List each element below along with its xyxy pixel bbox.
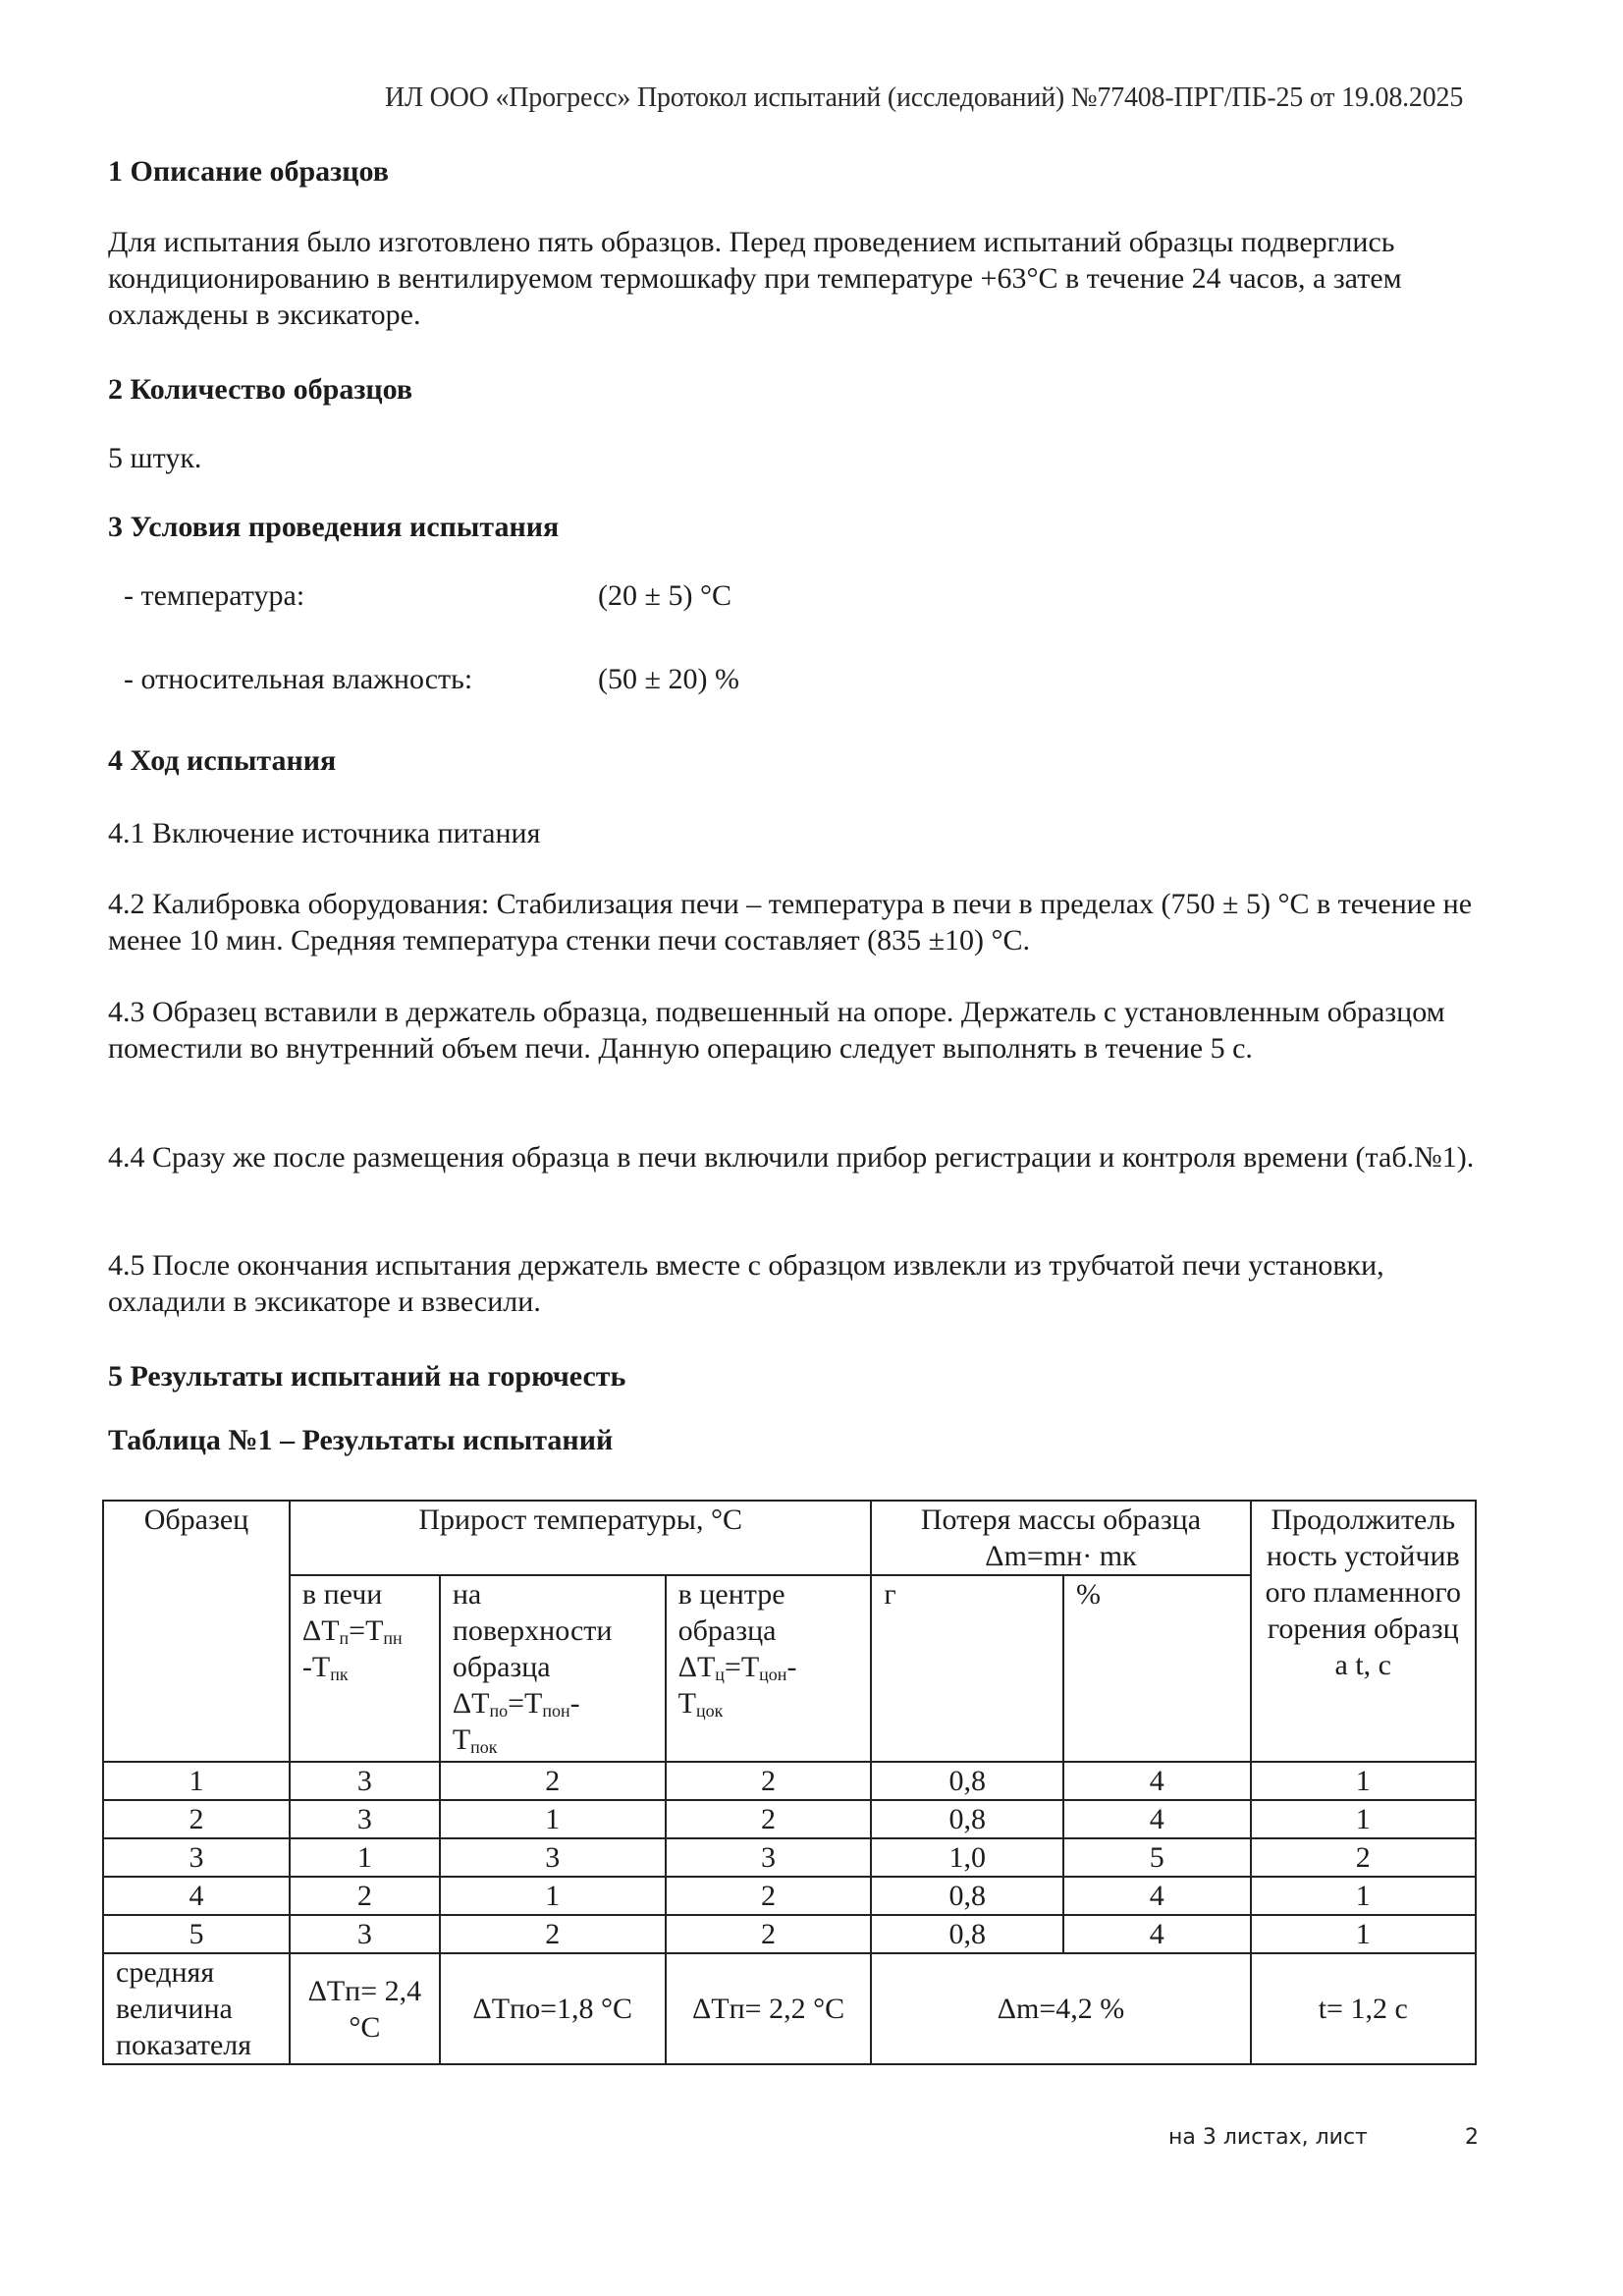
table-row [103, 1915, 1476, 1953]
cell-furnace: 1 [290, 1838, 440, 1877]
cell-percent: 4 [1063, 1877, 1251, 1915]
cell-surface: 2 [440, 1915, 666, 1953]
cell-grams: 0,8 [871, 1915, 1063, 1953]
condition-temperature [124, 579, 731, 613]
cell-surface: 1 [440, 1877, 666, 1915]
cell-surface: 1 [440, 1800, 666, 1838]
average-surface: ΔTпо=1,8 °С [440, 1953, 666, 2064]
cell-sample: 2 [103, 1800, 290, 1838]
header-grams: г [871, 1575, 1063, 1762]
condition-humidity [124, 663, 739, 696]
section-1-body: Для испытания было изготовлено пять образцов. Перед проведением испытаний образцы подверглись кондиционированию в вентилируемом термошкафу при температуре +63°С в течение 24 часов, а затем охлаждены в эксикаторе. [108, 226, 1402, 331]
cell-center: 2 [666, 1915, 872, 1953]
section-2-body: 5 штук. [108, 442, 202, 474]
protocol-header: ИЛ ООО «Прогресс» Протокол испытаний (исследований) №77408-ПРГ/ПБ-25 от 19.08.2025 [385, 82, 1464, 113]
cell-duration: 2 [1251, 1838, 1476, 1877]
cell-duration: 1 [1251, 1762, 1476, 1800]
cell-duration: 1 [1251, 1800, 1476, 1838]
condition-value: (50 ± 20) % [598, 663, 739, 695]
cell-sample: 3 [103, 1838, 290, 1877]
cell-percent: 5 [1063, 1838, 1251, 1877]
table-header-row [103, 1501, 1476, 1575]
cell-center: 3 [666, 1838, 872, 1877]
header-mass-group: Потеря массы образца Δm=mн· mк [871, 1501, 1250, 1575]
step-4-2: 4.2 Калибровка оборудования: Стабилизация печи – температура в печи в пределах (750 ± 5) °С в течение не менее 10 мин. Средняя температура стенки печи составляет (835 ±10) °С. [108, 888, 1473, 957]
average-center: ΔTп= 2,2 °С [666, 1953, 872, 2064]
cell-center: 2 [666, 1877, 872, 1915]
step-4-5: 4.5 После окончания испытания держатель вместе с образцом извлекли из трубчатой печи установки, охладили в эксикаторе и взвесили. [108, 1249, 1384, 1318]
cell-grams: 1,0 [871, 1838, 1063, 1877]
condition-label: - температура: [124, 579, 305, 612]
section-4-title: 4 Ход испытания [108, 744, 337, 777]
table-title: Таблица №1 – Результаты испытаний [108, 1424, 614, 1456]
average-mass: Δm=4,2 % [871, 1953, 1250, 2064]
section-5-title: 5 Результаты испытаний на горючесть [108, 1360, 626, 1393]
cell-center: 2 [666, 1800, 872, 1838]
cell-furnace: 3 [290, 1915, 440, 1953]
page-footer [1168, 2125, 1479, 2150]
cell-sample: 4 [103, 1877, 290, 1915]
cell-percent: 4 [1063, 1800, 1251, 1838]
results-table [102, 1500, 1477, 2065]
cell-sample: 1 [103, 1762, 290, 1800]
cell-center: 2 [666, 1762, 872, 1800]
cell-grams: 0,8 [871, 1877, 1063, 1915]
average-furnace: ΔTп= 2,4 °С [290, 1953, 440, 2064]
header-furnace: в печи $\Delta T_п=T_{пн}$ $-T_{пк}$ [290, 1575, 440, 1762]
step-4-3: 4.3 Образец вставили в держатель образца, подвешенный на опоре. Держатель с установленным образцом поместили во внутренний объем печи. Данную операцию следует выполнять в течение 5 с. [108, 996, 1445, 1065]
average-label: средняя величина показателя [103, 1953, 290, 2064]
cell-furnace: 2 [290, 1877, 440, 1915]
header-surface: на поверхности образца $\Delta T_{по}=T_{пон}-$ $T_{пок}$ [440, 1575, 666, 1762]
step-4-4: 4.4 Сразу же после размещения образца в печи включили прибор регистрации и контроля времени (таб.№1). [108, 1141, 1475, 1174]
header-temp-group: Прирост температуры, °С [290, 1501, 872, 1575]
cell-percent: 4 [1063, 1915, 1251, 1953]
condition-label: - относительная влажность: [124, 663, 473, 695]
header-percent: % [1063, 1575, 1251, 1762]
condition-value: (20 ± 5) °С [598, 579, 731, 612]
cell-grams: 0,8 [871, 1762, 1063, 1800]
table-row [103, 1800, 1476, 1838]
cell-surface: 2 [440, 1762, 666, 1800]
cell-furnace: 3 [290, 1762, 440, 1800]
cell-sample: 5 [103, 1915, 290, 1953]
cell-surface: 3 [440, 1838, 666, 1877]
header-center: в центре образца $\Delta T_ц=T_{цон}-$ $T_{цок}$ [666, 1575, 872, 1762]
page-number: 2 [1465, 2125, 1479, 2150]
cell-duration: 1 [1251, 1877, 1476, 1915]
cell-duration: 1 [1251, 1915, 1476, 1953]
step-4-1: 4.1 Включение источника питания [108, 817, 541, 849]
cell-furnace: 3 [290, 1800, 440, 1838]
section-2-title: 2 Количество образцов [108, 373, 413, 406]
cell-grams: 0,8 [871, 1800, 1063, 1838]
section-1-title: 1 Описание образцов [108, 155, 389, 188]
header-sample: Образец [103, 1501, 290, 1762]
table-average-row [103, 1953, 1476, 2064]
section-3-title: 3 Условия проведения испытания [108, 511, 560, 543]
header-duration: Продолжительность устойчивого пламенного горения образца t, с [1251, 1501, 1476, 1762]
cell-percent: 4 [1063, 1762, 1251, 1800]
average-duration: t= 1,2 с [1251, 1953, 1476, 2064]
table-row [103, 1762, 1476, 1800]
sheets-count: на 3 листах, лист [1168, 2125, 1368, 2150]
table-row [103, 1838, 1476, 1877]
table-row [103, 1877, 1476, 1915]
